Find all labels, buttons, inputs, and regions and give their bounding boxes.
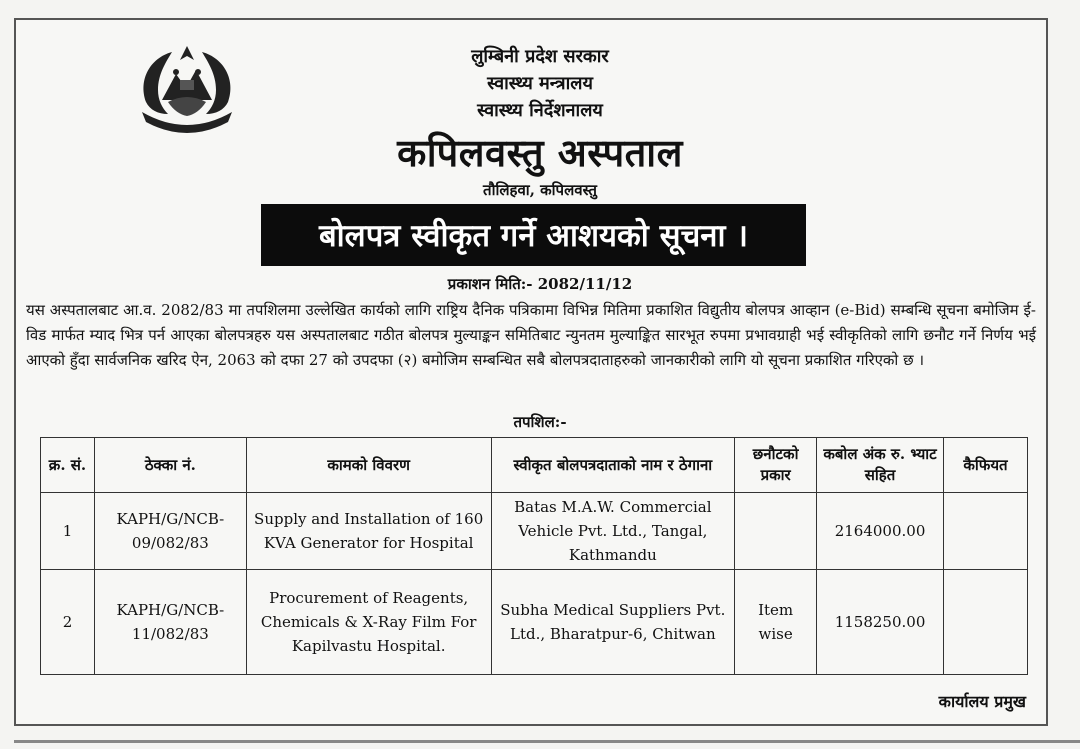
cell-bidder: Subha Medical Suppliers Pvt. Ltd., Bharatpur-6, Chitwan (491, 570, 735, 675)
ministry-name: स्वास्थ्य मन्त्रालय (487, 73, 593, 94)
government-name: लुम्बिनी प्रदेश सरकार (471, 46, 609, 67)
hospital-location: तौलिहवा, कपिलवस्तु (483, 181, 597, 199)
header-remarks: कैफियत (944, 438, 1028, 493)
header-bidder: स्वीकृत बोलपत्रदाताको नाम र ठेगाना (491, 438, 735, 493)
table-row (41, 493, 1028, 570)
header-contract-no: ठेक्का नं. (94, 438, 246, 493)
cell-amount: 2164000.00 (817, 493, 944, 570)
table-header-row (41, 438, 1028, 493)
cell-sn: 2 (41, 570, 95, 675)
cell-selection-type (735, 493, 817, 570)
schedule-title: तपशिल:- (513, 413, 567, 431)
cell-remarks (944, 493, 1028, 570)
hospital-name: कपिलवस्तु अस्पताल (397, 130, 683, 175)
cell-amount: 1158250.00 (817, 570, 944, 675)
bottom-divider (14, 740, 1080, 743)
cell-description: Supply and Installation of 160 KVA Generator for Hospital (246, 493, 491, 570)
signatory: कार्यालय प्रमुख (938, 692, 1026, 711)
cell-sn: 1 (41, 493, 95, 570)
cell-contract-no: KAPH/G/NCB-11/082/83 (94, 570, 246, 675)
notice-title: बोलपत्र स्वीकृत गर्ने आशयको सूचना । (261, 204, 806, 266)
cell-description: Procurement of Reagents, Chemicals & X-Ray Film For Kapilvastu Hospital. (246, 570, 491, 675)
cell-selection-type: Item wise (735, 570, 817, 675)
publication-date: प्रकाशन मिति:- 2082/11/12 (447, 275, 633, 293)
cell-remarks (944, 570, 1028, 675)
header-amount: कबोल अंक रु. भ्याट सहित (817, 438, 944, 493)
cell-bidder: Batas M.A.W. Commercial Vehicle Pvt. Ltd., Tangal, Kathmandu (491, 493, 735, 570)
tender-table (40, 437, 1028, 675)
table-row (41, 570, 1028, 675)
directorate-name: स्वास्थ्य निर्देशनालय (477, 100, 603, 121)
header-selection-type: छनौटको प्रकार (735, 438, 817, 493)
header-description: कामको विवरण (246, 438, 491, 493)
header-sn: क्र. सं. (41, 438, 95, 493)
notice-body: यस अस्पतालबाट आ.व. 2082/83 मा तपशिलमा उल्लेखित कार्यको लागि राष्ट्रिय दैनिक पत्रिकामा विभिन्न मितिमा प्रकाशित विद्युतीय बोलपत्र आव्हान (e-Bid) सम्बन्धि सूचना बमोजिम ई-विड मार्फत म्याद भित्र पर्न आएका बोलपत्रहरु यस अस्पतालबाट गठीत बोलपत्र मुल्याङ्कन समितिबाट न्युनतम मुल्याङ्कित सारभूत रुपमा प्रभावग्राही भई स्वीकृतिको लागि छनौट गर्ने निर्णय भई आएको हुँदा सार्वजनिक खरिद ऐन, 2063 को दफा 27 को उपदफा (२) बमोजिम सम्बन्धित सबै बोलपत्रदाताहरुको जानकारीको लागि यो सूचना प्रकाशित गरिएको छ । (26, 301, 1036, 369)
cell-contract-no: KAPH/G/NCB-09/082/83 (94, 493, 246, 570)
